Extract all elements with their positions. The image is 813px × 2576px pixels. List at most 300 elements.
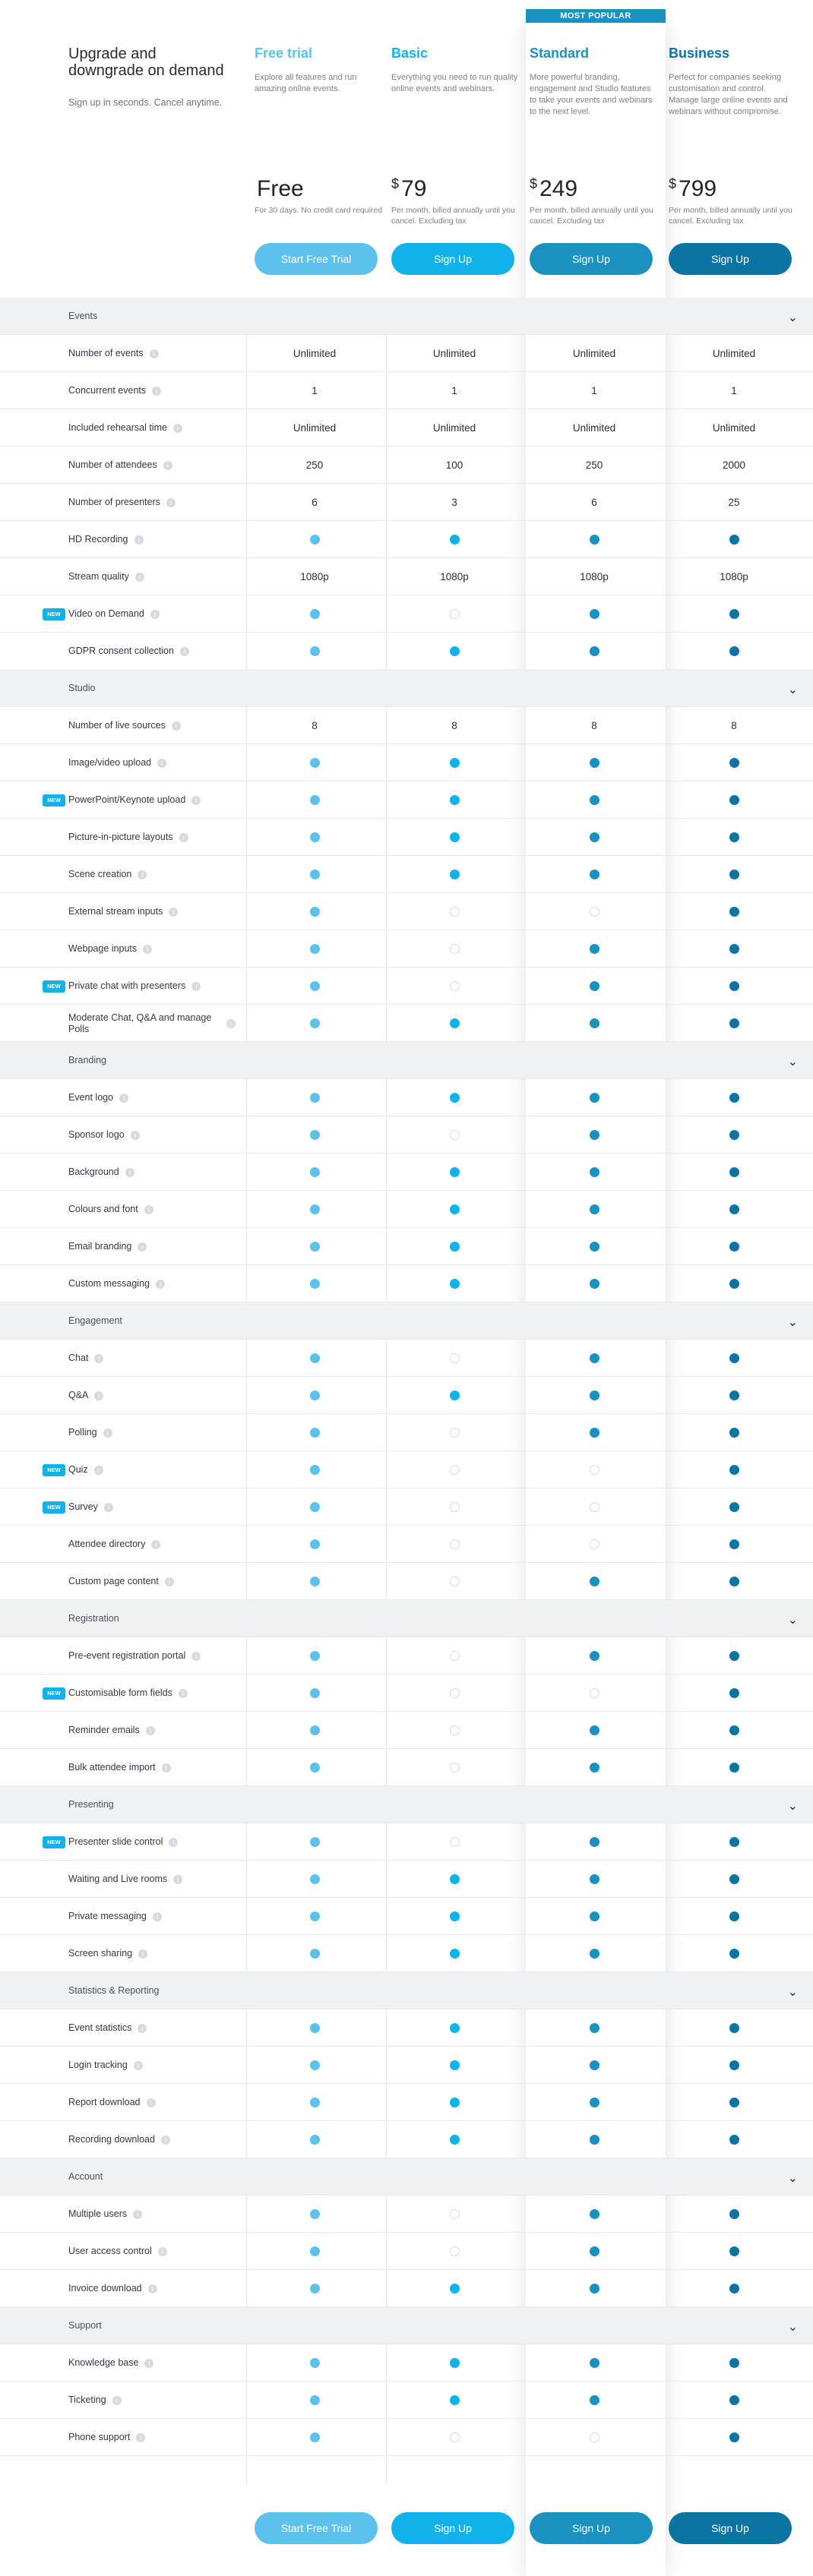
footer-standard-signup-button[interactable]: Sign Up <box>530 2512 653 2544</box>
feature-label-text: Scene creation <box>68 869 132 879</box>
not-included-dot-icon <box>590 1539 599 1549</box>
included-dot-icon <box>729 2432 739 2442</box>
not-included-dot-icon <box>450 944 460 954</box>
feature-label-text: External stream inputs <box>68 906 163 917</box>
feature-cell-standard <box>526 2084 663 2121</box>
plan-price-value: 249 <box>539 176 578 201</box>
feature-row <box>0 1637 813 1675</box>
included-dot-icon <box>590 944 599 954</box>
info-icon[interactable]: i <box>153 1912 162 1921</box>
included-dot-icon <box>729 1577 739 1586</box>
plan-business <box>669 46 798 265</box>
feature-label-text: Event statistics <box>68 2022 132 2033</box>
feature-label <box>68 1414 236 1451</box>
included-dot-icon <box>590 1018 599 1028</box>
info-icon[interactable]: i <box>112 2396 122 2405</box>
feature-row <box>0 1935 813 1972</box>
feature-cell-free <box>246 1526 383 1563</box>
feature-label <box>68 1637 236 1675</box>
info-icon[interactable]: i <box>94 1354 103 1363</box>
feature-label <box>68 1154 236 1191</box>
feature-row <box>0 930 813 968</box>
feature-label-text: Picture-in-picture layouts <box>68 832 173 842</box>
included-dot-icon <box>590 1763 599 1773</box>
included-dot-icon <box>590 1242 599 1252</box>
feature-cell-business <box>666 1451 802 1488</box>
feature-label-text: Waiting and Live rooms <box>68 1874 168 1884</box>
feature-cell-basic <box>386 893 523 930</box>
chevron-down-icon[interactable]: ⌄ <box>787 1316 798 1329</box>
feature-cell-basic <box>386 1414 523 1451</box>
included-dot-icon <box>729 981 739 991</box>
feature-cell-free <box>246 1488 383 1526</box>
included-dot-icon <box>729 832 739 842</box>
info-icon[interactable]: i <box>150 610 160 619</box>
feature-cell-basic <box>386 1154 523 1191</box>
feature-cell-standard <box>526 1898 663 1935</box>
feature-cell-standard <box>526 1116 663 1154</box>
info-icon[interactable]: i <box>161 2136 170 2145</box>
footer-business-signup-button[interactable]: Sign Up <box>669 2512 792 2544</box>
feature-label-text: Invoice download <box>68 2283 142 2293</box>
new-badge: NEW <box>43 1464 65 1476</box>
included-dot-icon <box>310 832 320 842</box>
feature-row <box>0 372 813 409</box>
plan-business-signup-button[interactable]: Sign Up <box>669 243 792 275</box>
category-header[interactable] <box>0 2158 813 2196</box>
included-dot-icon <box>729 1688 739 1698</box>
not-included-dot-icon <box>450 1725 460 1735</box>
feature-cell-business <box>666 1935 802 1972</box>
feature-label-text: Number of attendees <box>68 459 157 470</box>
category-header[interactable] <box>0 1786 813 1823</box>
feature-cell-business <box>666 2084 802 2121</box>
feature-cell-free <box>246 633 383 670</box>
feature-row <box>0 1005 813 1042</box>
included-dot-icon <box>590 2246 599 2256</box>
included-dot-icon <box>729 870 739 879</box>
plan-currency: $ <box>530 176 538 191</box>
feature-cell-standard <box>526 1228 663 1265</box>
info-icon[interactable]: i <box>144 1205 153 1214</box>
feature-cell-basic <box>386 1191 523 1228</box>
feature-cell-business <box>666 2121 802 2158</box>
feature-label <box>68 1079 236 1116</box>
feature-label-text: Email branding <box>68 1241 132 1252</box>
plan-name: Basic <box>391 46 429 61</box>
included-dot-icon <box>729 1837 739 1847</box>
feature-cell-standard <box>526 893 663 930</box>
feature-row <box>0 1526 813 1563</box>
chevron-down-icon[interactable]: ⌄ <box>787 1986 798 1999</box>
feature-row <box>0 558 813 595</box>
included-dot-icon <box>729 795 739 805</box>
info-icon[interactable]: i <box>144 2359 153 2368</box>
info-icon[interactable]: i <box>152 387 161 396</box>
feature-cell-business <box>666 2344 802 2382</box>
feature-cell-basic <box>386 2382 523 2419</box>
included-dot-icon <box>450 1279 460 1289</box>
info-icon[interactable]: i <box>125 1168 134 1177</box>
feature-cell-standard <box>526 1823 663 1861</box>
included-dot-icon <box>310 1502 320 1512</box>
included-dot-icon <box>310 1391 320 1400</box>
feature-cell-business <box>666 2382 802 2419</box>
feature-row <box>0 633 813 670</box>
included-dot-icon <box>729 1763 739 1773</box>
info-icon[interactable]: i <box>179 833 188 842</box>
category-header[interactable] <box>0 670 813 707</box>
info-icon[interactable]: i <box>162 1763 171 1773</box>
included-dot-icon <box>590 1093 599 1103</box>
info-icon[interactable]: i <box>148 2284 157 2293</box>
feature-row <box>0 595 813 633</box>
feature-cell-free <box>246 1861 383 1898</box>
feature-label-text: Q&A <box>68 1390 89 1400</box>
feature-cell-business <box>666 1861 802 1898</box>
feature-row <box>0 2419 813 2456</box>
info-icon[interactable]: i <box>169 1838 178 1847</box>
included-dot-icon <box>310 2209 320 2219</box>
feature-cell-business <box>666 819 802 856</box>
feature-cell-basic <box>386 1228 523 1265</box>
category-title: Events <box>68 311 98 321</box>
feature-label <box>68 2270 236 2307</box>
included-dot-icon <box>450 2060 460 2070</box>
included-dot-icon <box>310 1539 320 1549</box>
feature-row <box>0 1898 813 1935</box>
feature-label <box>68 1377 236 1414</box>
not-included-dot-icon <box>450 981 460 991</box>
plan-price <box>530 176 577 202</box>
info-icon[interactable]: i <box>119 1094 128 1103</box>
not-included-dot-icon <box>590 1688 599 1698</box>
included-dot-icon <box>310 1093 320 1103</box>
info-icon[interactable]: i <box>94 1466 103 1475</box>
feature-cell-free <box>246 2382 383 2419</box>
included-dot-icon <box>310 2135 320 2145</box>
feature-cell-business: 1 <box>731 385 737 396</box>
info-icon[interactable]: i <box>180 647 189 656</box>
info-icon[interactable]: i <box>191 1652 201 1661</box>
feature-label-text: Webpage inputs <box>68 943 138 954</box>
info-icon[interactable]: i <box>172 721 181 731</box>
included-dot-icon <box>450 1018 460 1028</box>
info-icon[interactable]: i <box>147 2098 156 2107</box>
info-icon[interactable]: i <box>158 2247 167 2256</box>
feature-cell-standard: 1 <box>591 385 597 396</box>
feature-cell-free <box>246 2233 383 2270</box>
included-dot-icon <box>729 1502 739 1512</box>
feature-row <box>0 893 813 930</box>
included-dot-icon <box>450 2098 460 2107</box>
plan-standard <box>530 46 659 265</box>
not-included-dot-icon <box>450 1428 460 1438</box>
feature-row <box>0 1116 813 1154</box>
chevron-down-icon[interactable]: ⌄ <box>787 2172 798 2185</box>
feature-label-text: Multiple users <box>68 2208 128 2219</box>
plan-description: Everything you need to run quality online events and webinars. <box>391 73 518 93</box>
info-icon[interactable]: i <box>136 2433 145 2442</box>
feature-cell-free: 8 <box>312 720 318 731</box>
not-included-dot-icon <box>450 609 460 619</box>
feature-label-text: Bulk attendee import <box>68 1762 156 1773</box>
included-dot-icon <box>590 1130 599 1140</box>
feature-row <box>0 1675 813 1712</box>
info-icon[interactable]: i <box>173 1875 182 1884</box>
included-dot-icon <box>450 2284 460 2293</box>
feature-row <box>0 856 813 893</box>
info-icon[interactable]: i <box>156 1280 165 1289</box>
chevron-down-icon[interactable]: ⌄ <box>787 1800 798 1813</box>
feature-cell-basic <box>386 930 523 968</box>
feature-cell-free: Unlimited <box>293 422 337 434</box>
feature-row <box>0 1488 813 1526</box>
feature-cell-business <box>666 1005 802 1042</box>
chevron-down-icon[interactable]: ⌄ <box>787 1056 798 1069</box>
feature-row <box>0 1749 813 1786</box>
info-icon[interactable]: i <box>104 1503 113 1512</box>
feature-cell-business: 1080p <box>720 571 748 582</box>
plan-basic <box>391 46 520 265</box>
plan-currency: $ <box>391 176 400 191</box>
feature-cell-free <box>246 1116 383 1154</box>
category-header[interactable] <box>0 1972 813 2009</box>
feature-cell-business: 25 <box>728 497 740 508</box>
info-icon[interactable]: i <box>151 1540 160 1549</box>
feature-label <box>68 930 236 968</box>
feature-row <box>0 1228 813 1265</box>
feature-cell-basic <box>386 2419 523 2456</box>
included-dot-icon <box>310 646 320 656</box>
info-icon[interactable]: i <box>191 982 201 991</box>
feature-label <box>68 372 236 409</box>
new-badge: NEW <box>43 794 65 807</box>
info-icon[interactable]: i <box>103 1428 112 1438</box>
feature-cell-free <box>246 595 383 633</box>
included-dot-icon <box>590 1837 599 1847</box>
feature-cell-basic <box>386 1526 523 1563</box>
plan-name: Business <box>669 46 730 61</box>
feature-label-text: Sponsor logo <box>68 1129 125 1140</box>
feature-cell-basic <box>386 2196 523 2233</box>
feature-cell-free <box>246 781 383 819</box>
included-dot-icon <box>590 1167 599 1177</box>
feature-label <box>68 1228 236 1265</box>
feature-cell-free <box>246 521 383 558</box>
feature-cell-basic <box>386 2270 523 2307</box>
new-badge: NEW <box>43 1687 65 1700</box>
not-included-dot-icon <box>450 1651 460 1661</box>
feature-cell-business <box>666 2419 802 2456</box>
feature-cell-free <box>246 2419 383 2456</box>
feature-cell-standard <box>526 1935 663 1972</box>
category-header[interactable] <box>0 1302 813 1340</box>
feature-row <box>0 484 813 521</box>
feature-row <box>0 2344 813 2382</box>
feature-cell-business <box>666 930 802 968</box>
included-dot-icon <box>310 2284 320 2293</box>
included-dot-icon <box>729 2098 739 2107</box>
info-icon[interactable]: i <box>150 349 159 358</box>
feature-cell-free <box>246 1154 383 1191</box>
category-header[interactable] <box>0 1042 813 1079</box>
feature-label <box>68 558 236 595</box>
included-dot-icon <box>310 1167 320 1177</box>
info-icon[interactable]: i <box>165 1577 174 1586</box>
info-icon[interactable]: i <box>135 573 144 582</box>
feature-cell-standard <box>526 1005 663 1042</box>
feature-cell-free <box>246 930 383 968</box>
info-icon[interactable]: i <box>133 2210 142 2219</box>
feature-label <box>68 1191 236 1228</box>
feature-label-text: Custom messaging <box>68 1278 150 1289</box>
included-dot-icon <box>590 2135 599 2145</box>
feature-cell-standard: 8 <box>591 720 597 731</box>
intro-title: Upgrade and downgrade on demand <box>68 46 224 79</box>
feature-cell-business <box>666 2233 802 2270</box>
included-dot-icon <box>450 795 460 805</box>
included-dot-icon <box>590 1353 599 1363</box>
included-dot-icon <box>729 2246 739 2256</box>
included-dot-icon <box>729 1167 739 1177</box>
included-dot-icon <box>590 535 599 545</box>
feature-cell-business: Unlimited <box>712 348 756 359</box>
feature-label <box>68 781 236 819</box>
feature-label <box>68 1526 236 1563</box>
info-icon[interactable]: i <box>143 945 152 954</box>
chevron-down-icon[interactable]: ⌄ <box>787 2321 798 2334</box>
info-icon[interactable]: i <box>191 796 201 805</box>
feature-cell-basic: Unlimited <box>432 348 476 359</box>
plan-free-signup-button[interactable]: Start Free Trial <box>255 243 378 275</box>
feature-cell-basic <box>386 781 523 819</box>
feature-row <box>0 819 813 856</box>
feature-cell-business <box>666 1340 802 1377</box>
footer-free-signup-button[interactable]: Start Free Trial <box>255 2512 378 2544</box>
included-dot-icon <box>310 1465 320 1475</box>
included-dot-icon <box>729 1539 739 1549</box>
feature-row <box>0 1563 813 1600</box>
not-included-dot-icon <box>450 2246 460 2256</box>
feature-cell-business <box>666 595 802 633</box>
included-dot-icon <box>310 758 320 768</box>
feature-cell-basic: 1 <box>451 385 457 396</box>
info-icon[interactable]: i <box>157 759 166 768</box>
included-dot-icon <box>729 907 739 917</box>
info-icon[interactable]: i <box>226 1019 236 1028</box>
info-icon[interactable]: i <box>179 1689 188 1698</box>
info-icon[interactable]: i <box>134 2061 143 2070</box>
feature-cell-basic <box>386 2084 523 2121</box>
chevron-down-icon[interactable]: ⌄ <box>787 1614 798 1627</box>
feature-cell-free <box>246 856 383 893</box>
included-dot-icon <box>310 1130 320 1140</box>
not-included-dot-icon <box>590 1502 599 1512</box>
chevron-down-icon[interactable]: ⌄ <box>787 311 798 324</box>
feature-cell-basic <box>386 2009 523 2047</box>
feature-cell-business <box>666 1154 802 1191</box>
included-dot-icon <box>729 2135 739 2145</box>
feature-cell-basic: 100 <box>445 459 463 471</box>
feature-label <box>68 409 236 447</box>
feature-cell-standard <box>526 521 663 558</box>
feature-row <box>0 2196 813 2233</box>
feature-cell-standard <box>526 1861 663 1898</box>
feature-cell-standard <box>526 781 663 819</box>
info-icon[interactable]: i <box>163 461 172 470</box>
feature-cell-basic: 8 <box>451 720 457 731</box>
feature-cell-standard <box>526 856 663 893</box>
feature-cell-business <box>666 1377 802 1414</box>
info-icon[interactable]: i <box>169 908 178 917</box>
included-dot-icon <box>729 1725 739 1735</box>
footer-basic-signup-button[interactable]: Sign Up <box>391 2512 514 2544</box>
not-included-dot-icon <box>450 1502 460 1512</box>
feature-row <box>0 521 813 558</box>
feature-row <box>0 447 813 484</box>
feature-cell-standard <box>526 1451 663 1488</box>
info-icon[interactable]: i <box>173 424 182 433</box>
info-icon[interactable]: i <box>138 1242 147 1252</box>
intro-subtitle: Sign up in seconds. Cancel anytime. <box>68 97 223 108</box>
info-icon[interactable]: i <box>138 1949 147 1959</box>
category-header[interactable] <box>0 1600 813 1637</box>
included-dot-icon <box>590 609 599 619</box>
feature-cell-basic <box>386 2344 523 2382</box>
info-icon[interactable]: i <box>138 870 147 879</box>
chevron-down-icon[interactable]: ⌄ <box>787 683 798 696</box>
included-dot-icon <box>590 1204 599 1214</box>
info-icon[interactable]: i <box>131 1131 140 1140</box>
category-title: Support <box>68 2320 102 2331</box>
info-icon[interactable]: i <box>138 2024 147 2033</box>
feature-label <box>68 633 236 670</box>
not-included-dot-icon <box>450 1837 460 1847</box>
info-icon[interactable]: i <box>94 1391 103 1400</box>
feature-cell-business <box>666 2270 802 2307</box>
included-dot-icon <box>729 1279 739 1289</box>
feature-cell-free <box>246 2121 383 2158</box>
feature-cell-standard <box>526 1526 663 1563</box>
included-dot-icon <box>310 1688 320 1698</box>
included-dot-icon <box>729 1204 739 1214</box>
feature-cell-business <box>666 1675 802 1712</box>
feature-cell-free <box>246 1265 383 1302</box>
included-dot-icon <box>729 1391 739 1400</box>
feature-label-text: Login tracking <box>68 2060 128 2070</box>
info-icon[interactable]: i <box>134 535 144 545</box>
category-header[interactable] <box>0 2307 813 2344</box>
feature-cell-basic <box>386 1079 523 1116</box>
new-badge: NEW <box>43 1836 65 1848</box>
feature-cell-basic <box>386 1563 523 1600</box>
included-dot-icon <box>590 1725 599 1735</box>
included-dot-icon <box>729 2023 739 2033</box>
not-included-dot-icon <box>450 1353 460 1363</box>
info-icon[interactable]: i <box>146 1726 155 1735</box>
plan-standard-signup-button[interactable]: Sign Up <box>530 243 653 275</box>
category-header[interactable] <box>0 298 813 335</box>
info-icon[interactable]: i <box>166 498 176 507</box>
plan-description: Perfect for companies seeking customisation and control. Manage large online events and webinars without compromise. <box>669 73 788 116</box>
plan-basic-signup-button[interactable]: Sign Up <box>391 243 514 275</box>
feature-label-text: GDPR consent collection <box>68 646 174 656</box>
plan-price <box>391 176 426 202</box>
feature-cell-standard <box>526 1377 663 1414</box>
included-dot-icon <box>590 2395 599 2405</box>
plan-price-value: Free <box>257 176 304 201</box>
